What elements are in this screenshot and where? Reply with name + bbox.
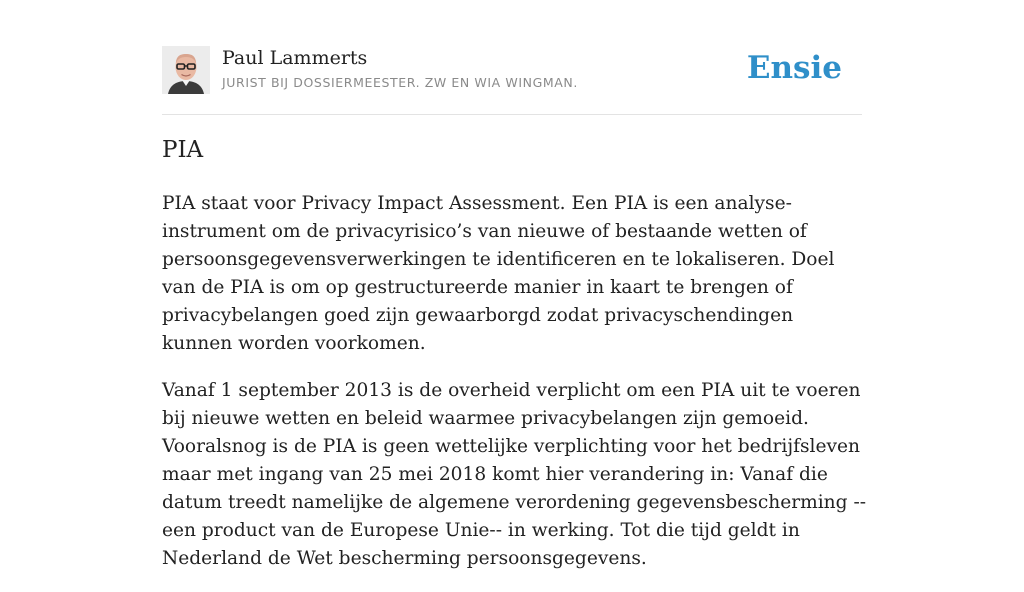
author-bio: JURIST BIJ DOSSIERMEESTER. ZW EN WIA WINGMAN. <box>222 75 578 90</box>
avatar-image <box>162 46 210 94</box>
article-body <box>162 190 868 592</box>
article-title: PIA <box>162 137 204 163</box>
brand-logo[interactable]: Ensie <box>746 50 842 86</box>
article-paragraph: PIA staat voor Privacy Impact Assessment. Een PIA is een analyse-instrument om de privacyrisico’s van nieuwe of bestaande wetten of persoonsgegevensverwerkingen te identificeren en te lokaliseren. Doel van de PIA is om op gestructureerde manier in kaart te brengen of privacybelangen goed zijn gewaarborgd zodat privacyschendingen kunnen worden voorkomen. <box>162 193 835 354</box>
article-paragraph: Vanaf 1 september 2013 is de overheid verplicht om een PIA uit te voeren bij nieuwe wetten en beleid waarmee privacybelangen zijn gemoeid. Vooralsnog is de PIA is geen wettelijke verplichting voor het bedrijfsleven maar met ingang van 25 mei 2018 komt hier verandering in: Vanaf die datum treedt namelijke de algemene verordening gegevensbescherming --een product van de Europese Unie-- in werking. Tot die tijd geldt in Nederland de Wet bescherming persoonsgegevens. <box>162 380 867 569</box>
author-header <box>162 44 862 115</box>
author-avatar[interactable] <box>162 46 210 94</box>
author-name[interactable]: Paul Lammerts <box>222 47 368 69</box>
